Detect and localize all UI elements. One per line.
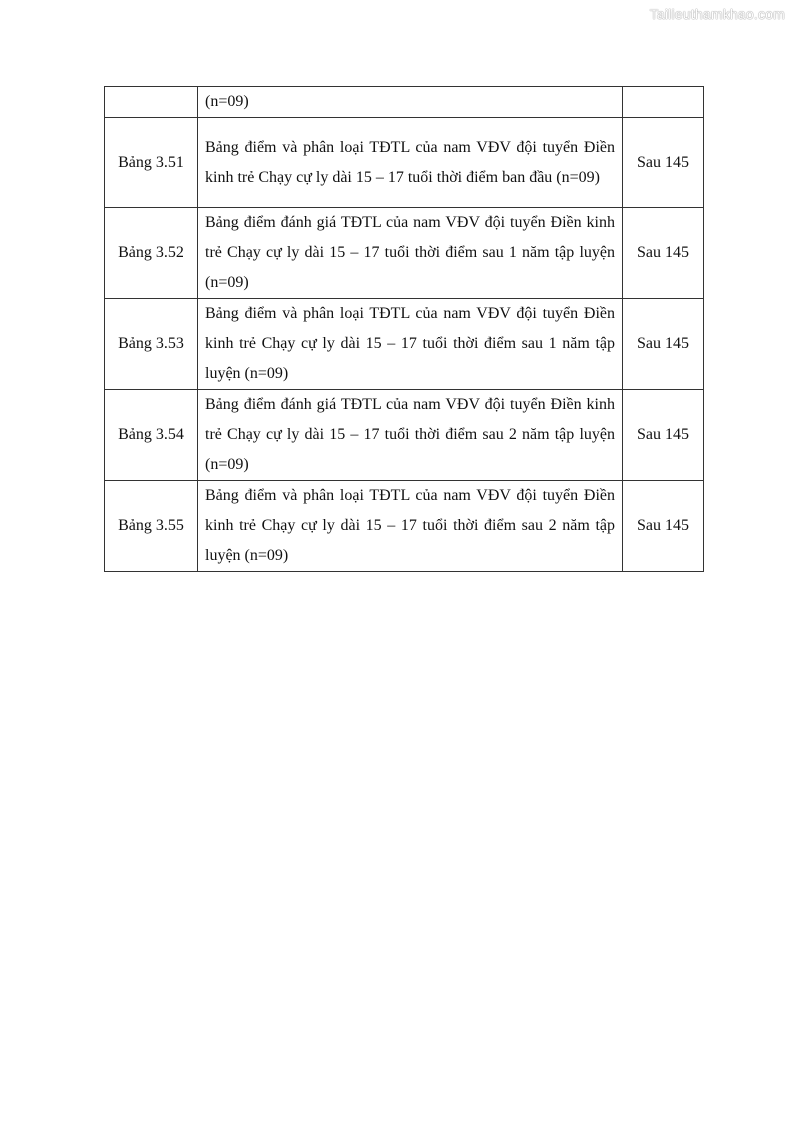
table-row	[105, 390, 704, 481]
table-label: Bảng 3.53	[105, 299, 198, 390]
table-row	[105, 481, 704, 572]
table-row	[105, 87, 704, 118]
table-label: Bảng 3.55	[105, 481, 198, 572]
table-page: Sau 145	[623, 118, 704, 208]
table-page: Sau 145	[623, 299, 704, 390]
table-row	[105, 299, 704, 390]
table-page: Sau 145	[623, 481, 704, 572]
table-label: Bảng 3.52	[105, 208, 198, 299]
table-label: Bảng 3.54	[105, 390, 198, 481]
table-title: Bảng điểm và phân loại TĐTL của nam VĐV đội tuyển Điền kinh trẻ Chạy cự ly dài 15 – 17 tuổi thời điểm sau 2 năm tập luyện (n=09)	[198, 481, 623, 572]
table-title: (n=09)	[198, 87, 623, 118]
table-title: Bảng điểm và phân loại TĐTL của nam VĐV đội tuyển Điền kinh trẻ Chạy cự ly dài 15 – 17 tuổi thời điểm ban đầu (n=09)	[198, 118, 623, 208]
table-page	[623, 87, 704, 118]
table-row	[105, 208, 704, 299]
table-title: Bảng điểm đánh giá TĐTL của nam VĐV đội tuyển Điền kinh trẻ Chạy cự ly dài 15 – 17 tuổi thời điểm sau 1 năm tập luyện (n=09)	[198, 208, 623, 299]
watermark: Tailieuthamkhao.com	[649, 6, 785, 22]
table-list	[104, 86, 704, 572]
table-label	[105, 87, 198, 118]
table-label: Bảng 3.51	[105, 118, 198, 208]
table-row	[105, 118, 704, 208]
table-title: Bảng điểm và phân loại TĐTL của nam VĐV đội tuyển Điền kinh trẻ Chạy cự ly dài 15 – 17 tuổi thời điểm sau 1 năm tập luyện (n=09)	[198, 299, 623, 390]
table-title: Bảng điểm đánh giá TĐTL của nam VĐV đội tuyển Điền kinh trẻ Chạy cự ly dài 15 – 17 tuổi thời điểm sau 2 năm tập luyện (n=09)	[198, 390, 623, 481]
table-page: Sau 145	[623, 208, 704, 299]
table-page: Sau 145	[623, 390, 704, 481]
